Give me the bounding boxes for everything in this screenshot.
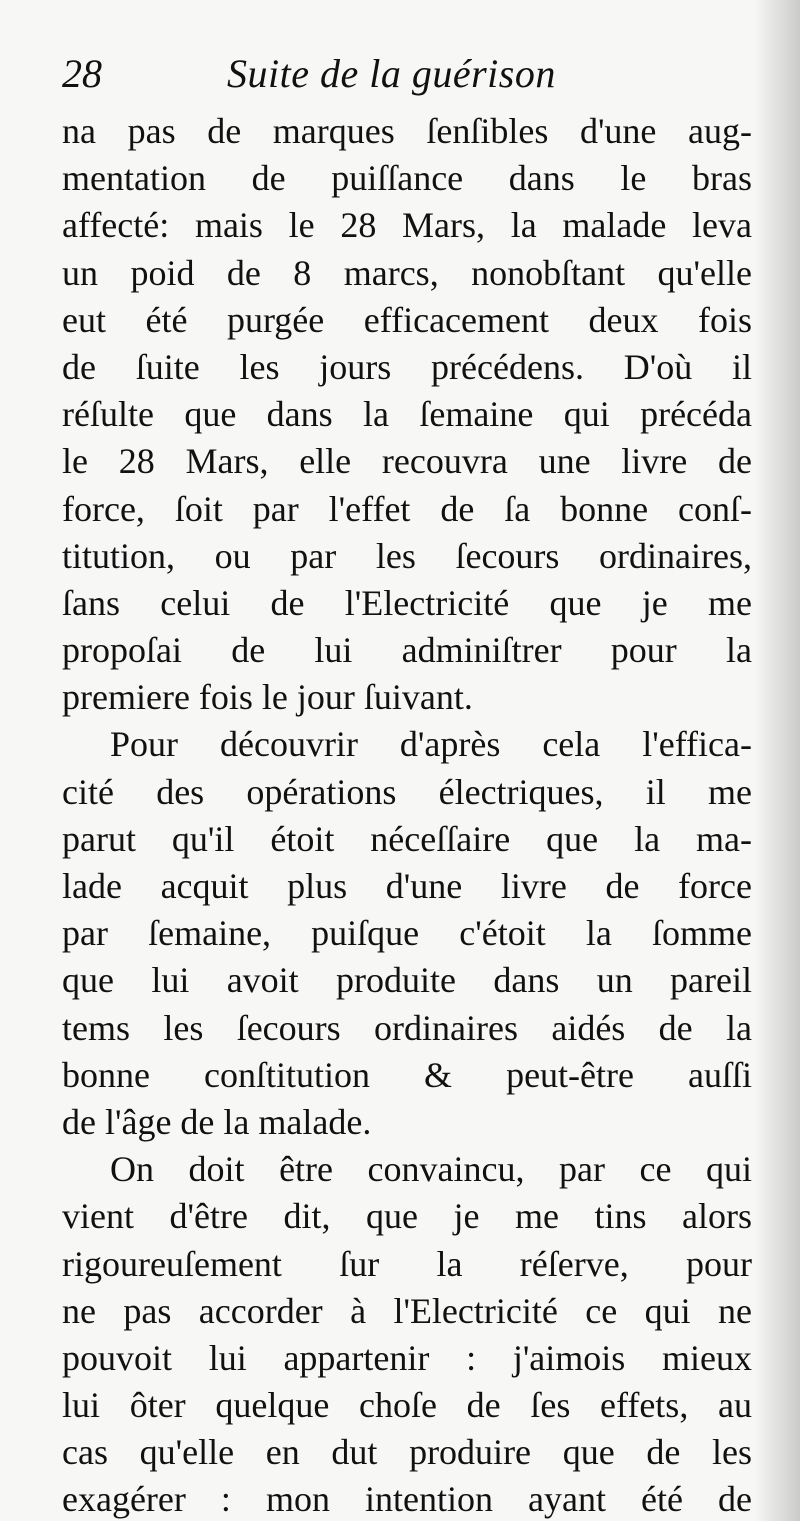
text-line: lade acquit plus d'une livre de force xyxy=(62,866,752,906)
text-line: de l'âge de la malade. xyxy=(62,1101,372,1142)
text-line: un poid de 8 marcs, nonobſtant qu'elle xyxy=(62,252,752,293)
text-line: ſans celui de l'Electricité que je me xyxy=(62,582,752,623)
text-line: vient d'être dit, que je me tins alors xyxy=(62,1196,752,1237)
text-line: lui ôter quelque choſe de ſes effets, au xyxy=(62,1385,752,1426)
text-line: que lui avoit produite dans un pareil xyxy=(62,960,752,1001)
text-line: tems les ſecours ordinaires aidés de la xyxy=(62,1007,752,1048)
text-line: le 28 Mars, elle recouvra une livre de xyxy=(62,441,752,482)
text-line: parut qu'il étoit néceſſaire que la ma- xyxy=(62,818,752,859)
text-line: ne pas accorder à l'Electricité ce qui ne xyxy=(62,1290,752,1331)
running-header xyxy=(62,44,762,104)
page-edge-shadow xyxy=(754,0,800,1521)
text-line: cas qu'elle en dut produire que de les xyxy=(62,1432,752,1473)
text-line: de ſuite les jours précédens. D'où il xyxy=(62,346,752,387)
text-line: On doit être convaincu, par ce qui xyxy=(110,1149,752,1190)
text-line: cité des opérations électriques, il me xyxy=(62,771,752,812)
text-line: na pas de marques ſenſibles d'une aug- xyxy=(62,111,752,151)
running-title: Suite de la guérison xyxy=(227,51,556,96)
text-line: exagérer : mon intention ayant été de xyxy=(62,1479,752,1520)
text-line: propoſai de lui adminiſtrer pour la xyxy=(62,630,752,671)
body-text xyxy=(62,108,752,1524)
text-line: force, ſoit par l'effet de ſa bonne conſ- xyxy=(62,488,752,529)
text-line: mentation de puiſſance dans le bras xyxy=(62,158,752,199)
text-line: affecté: mais le 28 Mars, la malade leva xyxy=(62,205,752,246)
text-line: pouvoit lui appartenir : j'aimois mieux xyxy=(62,1337,752,1378)
text-line: Pour découvrir d'après cela l'effica- xyxy=(110,724,752,765)
text-line: rigoureuſement ſur la réſerve, pour xyxy=(62,1243,752,1284)
text-line: réſulte que dans la ſemaine qui précéda xyxy=(62,394,752,435)
page-number: 28 xyxy=(62,51,102,96)
text-line: titution, ou par les ſecours ordinaires, xyxy=(62,535,752,576)
text-line: eut été purgée efficacement deux fois xyxy=(62,299,752,340)
text-line: par ſemaine, puiſque c'étoit la ſomme xyxy=(62,913,752,954)
text-line: bonne conſtitution & peut-être auſſi xyxy=(62,1054,752,1095)
text-line: premiere fois le jour ſuivant. xyxy=(62,677,473,718)
